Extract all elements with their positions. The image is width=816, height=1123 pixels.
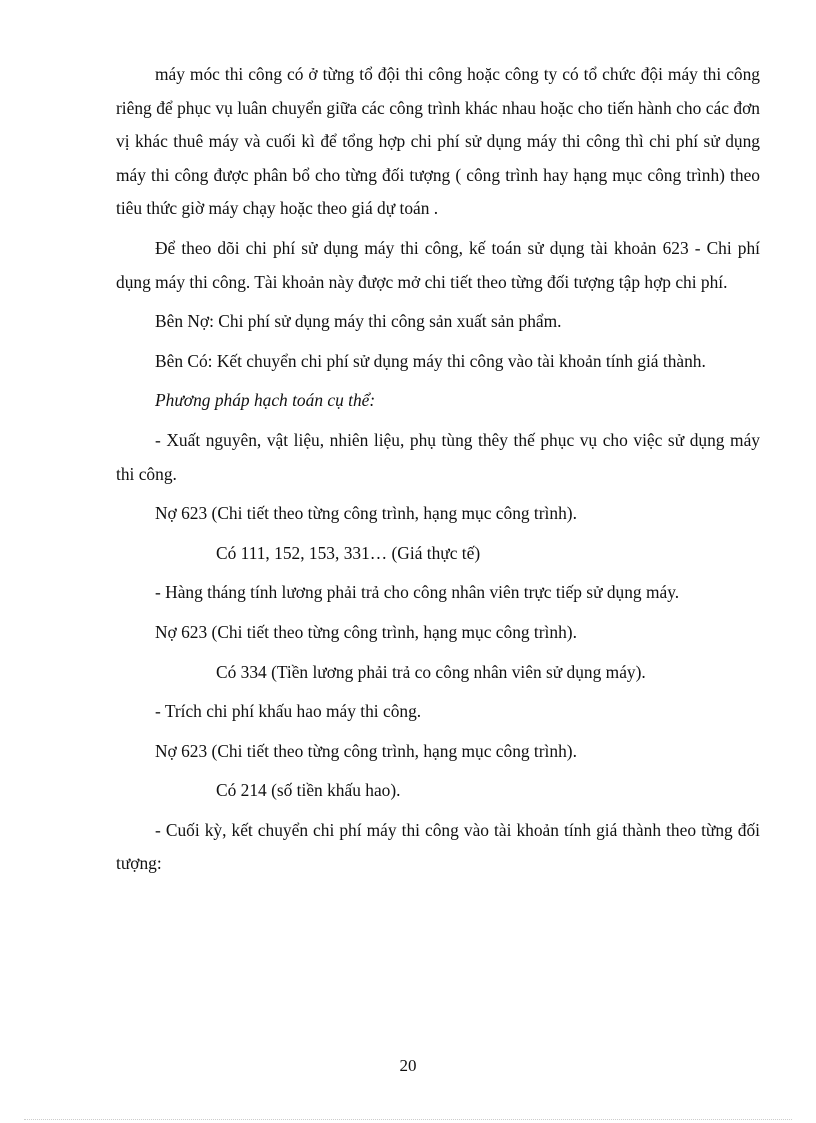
entry-debit-2: Nợ 623 (Chi tiết theo từng công trình, hạng mục công trình).: [155, 621, 577, 642]
paragraph-wages: - Hàng tháng tính lương phải trả cho công nhân viên trực tiếp sử dụng máy.: [155, 582, 680, 603]
paragraph-method-heading: Phương pháp hạch toán cụ thể:: [155, 390, 376, 411]
page-number: 20: [399, 1056, 417, 1075]
entry-credit-1: Có 111, 152, 153, 331… (Giá thực tế): [216, 542, 481, 563]
page-bottom-divider: [24, 1119, 792, 1120]
page-body: [116, 58, 760, 887]
entry-debit-3: Nợ 623 (Chi tiết theo từng công trình, hạng mục công trình).: [155, 740, 577, 761]
paragraph-materials: - Xuất nguyên, vật liệu, nhiên liệu, phụ tùng thêy thế phục vụ cho việc sử dụng máy thi công.: [116, 429, 760, 484]
paragraph-account-623: Để theo dõi chi phí sử dụng máy thi công, kế toán sử dụng tài khoản 623 - Chi phí dụng máy thi công. Tài khoản này được mở chi tiết theo từng đối tượng tập hợp chi phí.: [116, 237, 760, 292]
paragraph-depreciation: - Trích chi phí khấu hao máy thi công.: [155, 701, 422, 722]
paragraph-credit-side: Bên Có: Kết chuyển chi phí sử dụng máy thi công vào tài khoản tính giá thành.: [155, 350, 706, 371]
entry-credit-3: Có 214 (số tiền khấu hao).: [216, 780, 401, 801]
entry-debit-1: Nợ 623 (Chi tiết theo từng công trình, hạng mục công trình).: [155, 503, 577, 524]
entry-credit-2: Có 334 (Tiền lương phải trả co công nhân viên sử dụng máy).: [216, 661, 646, 682]
paragraph-debit-side: Bên Nợ: Chi phí sử dụng máy thi công sản xuất sản phẩm.: [155, 311, 562, 332]
paragraph-period-end: - Cuối kỳ, kết chuyển chi phí máy thi công vào tài khoản tính giá thành theo từng đối tượng:: [116, 819, 760, 874]
paragraph-machine-allocation: máy móc thi công có ở từng tổ đội thi công hoặc công ty có tổ chức đội máy thi công riêng để phục vụ luân chuyển giữa các công trình khác nhau hoặc cho tiến hành cho các đơn vị khác thuê máy và cuối kì để tổng hợp chi phí sử dụng máy thi công thì chi phí sử dụng máy thi công được phân bổ cho từng đối tượng ( công trình hay hạng mục công trình) theo tiêu thức giờ máy chạy hoặc theo giá dự toán .: [116, 64, 760, 219]
